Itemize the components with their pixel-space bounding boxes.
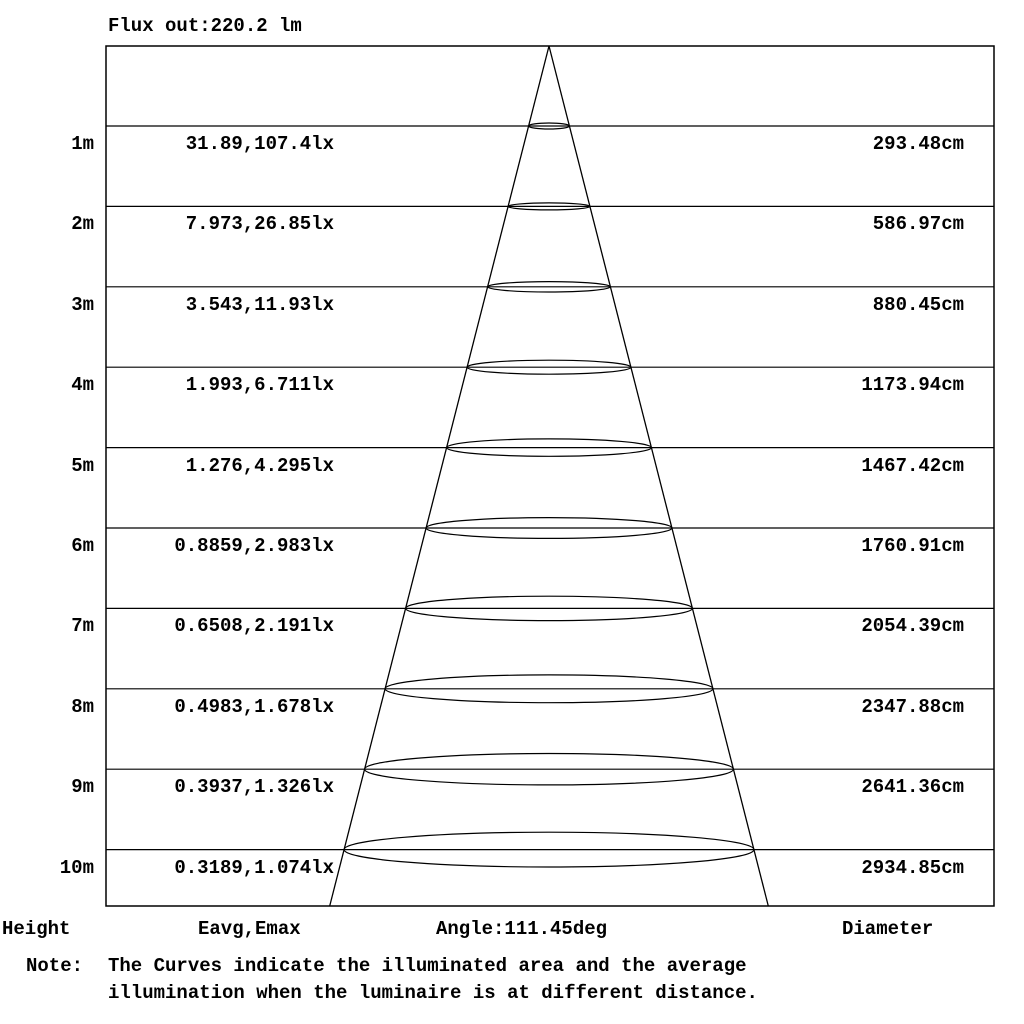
- row-illuminance: 31.89,107.4lx: [185, 133, 334, 155]
- row-diameter: 2054.39cm: [861, 615, 964, 638]
- row-illuminance: 3.543,11.93lx: [185, 293, 334, 316]
- row-diameter: 1760.91cm: [861, 535, 964, 557]
- row-diameter: 1173.94cm: [861, 374, 964, 397]
- row-illuminance: 7.973,26.85lx: [185, 213, 334, 236]
- flux-label: Flux out:220.2 lm: [108, 15, 302, 37]
- row-illuminance: 0.3189,1.074lx: [174, 856, 334, 879]
- note-line-2: illumination when the luminaire is at different distance.: [108, 982, 758, 1004]
- row-illuminance: 1.276,4.295lx: [185, 454, 334, 477]
- row-diameter: 2347.88cm: [861, 695, 964, 718]
- row-illuminance: 0.6508,2.191lx: [174, 615, 334, 638]
- row-diameter: 586.97cm: [872, 213, 964, 236]
- row-diameter: 880.45cm: [872, 293, 964, 316]
- height-column-label: Height: [2, 918, 71, 940]
- beam-angle-label: Angle:111.45deg: [436, 918, 608, 940]
- row-illuminance: 0.8859,2.983lx: [174, 535, 334, 557]
- row-height-label: 3m: [71, 293, 94, 316]
- diameter-column-label: Diameter: [842, 918, 934, 940]
- row-illuminance: 1.993,6.711lx: [185, 374, 334, 397]
- row-height-label: 8m: [71, 695, 94, 718]
- row-height-label: 2m: [71, 213, 94, 236]
- row-diameter: 2934.85cm: [861, 856, 964, 879]
- row-height-label: 9m: [71, 776, 94, 799]
- cone-right-edge: [549, 46, 768, 906]
- row-height-label: 7m: [71, 615, 94, 638]
- note-prefix: Note:: [26, 955, 84, 977]
- eavg-emax-column-label: Eavg,Emax: [198, 918, 301, 940]
- row-diameter: 1467.42cm: [861, 454, 964, 477]
- row-illuminance: 0.3937,1.326lx: [174, 776, 334, 799]
- cone-left-edge: [330, 46, 549, 906]
- row-height-label: 1m: [71, 133, 94, 155]
- row-height-label: 10m: [59, 856, 94, 879]
- row-illuminance: 0.4983,1.678lx: [174, 695, 334, 718]
- note-line-1: The Curves indicate the illuminated area and the average: [108, 955, 747, 977]
- row-height-label: 5m: [71, 454, 94, 477]
- row-diameter: 293.48cm: [872, 133, 964, 155]
- row-diameter: 2641.36cm: [861, 776, 964, 799]
- row-height-label: 4m: [71, 374, 94, 397]
- row-height-label: 6m: [71, 535, 94, 557]
